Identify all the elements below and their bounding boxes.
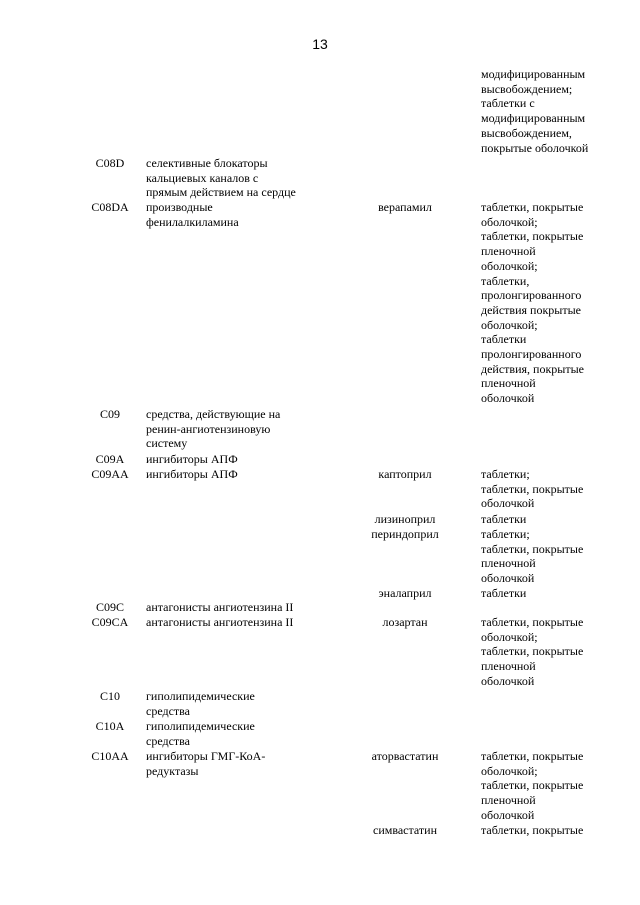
drug-name-cell: аторвастатин	[371, 749, 439, 763]
group-name-cell: антагонисты ангиотензина II	[146, 615, 294, 629]
atc-code-cell: C09CA	[91, 615, 129, 629]
atc-code-cell: C09A	[95, 452, 125, 466]
atc-code-cell: C09	[99, 407, 120, 421]
drug-name-cell: верапамил	[378, 200, 432, 214]
dosage-form-cell: таблетки	[481, 512, 527, 526]
dosage-form-cell: таблетки, покрытые оболочкой; таблетки, покрытые пленочной оболочкой; таблетки, пролонгированного действия покрытые оболочкой; таблетки пролонгированного действия, покрытые пленочной оболочкой	[481, 200, 584, 406]
atc-code-cell: C10A	[95, 719, 125, 733]
group-name-cell: гиполипидемические средства	[146, 719, 255, 748]
group-name-cell: ингибиторы АПФ	[146, 467, 238, 481]
group-name-cell: гиполипидемические средства	[146, 689, 255, 718]
atc-code-cell: C08DA	[91, 200, 129, 214]
drug-name-cell: каптоприл	[378, 467, 432, 481]
dosage-form-cell: таблетки, покрытые оболочкой; таблетки, покрытые пленочной оболочкой	[481, 615, 584, 688]
group-name-cell: производные фенилалкиламина	[146, 200, 239, 229]
dosage-form-cell: модифицированным высвобождением; таблетки с модифицированным высвобождением, покрытые оболочкой	[481, 67, 589, 155]
dosage-form-cell: таблетки, покрытые оболочкой; таблетки, покрытые пленочной оболочкой	[481, 749, 584, 822]
drug-name-cell: лизиноприл	[374, 512, 436, 526]
drug-name-cell: лозартан	[382, 615, 428, 629]
group-name-cell: селективные блокаторы кальциевых каналов с прямым действием на сердце	[146, 156, 296, 200]
group-name-cell: средства, действующие на ренин-ангиотензиновую систему	[146, 407, 281, 451]
atc-code-cell: C10AA	[91, 749, 129, 763]
atc-code-cell: C09C	[95, 600, 124, 614]
dosage-form-cell: таблетки	[481, 586, 527, 600]
atc-code-cell: C09AA	[91, 467, 129, 481]
dosage-form-cell: таблетки, покрытые	[481, 823, 584, 837]
dosage-form-cell: таблетки; таблетки, покрытые оболочкой	[481, 467, 584, 511]
atc-code-cell: C10	[99, 689, 120, 703]
atc-code-cell: C08D	[95, 156, 125, 170]
drug-name-cell: периндоприл	[371, 527, 439, 541]
page-number: 13	[312, 36, 328, 52]
drug-name-cell: симвастатин	[373, 823, 437, 837]
group-name-cell: ингибиторы АПФ	[146, 452, 238, 466]
dosage-form-cell: таблетки; таблетки, покрытые пленочной оболочкой	[481, 527, 584, 586]
drug-name-cell: эналаприл	[378, 586, 432, 600]
group-name-cell: антагонисты ангиотензина II	[146, 600, 294, 614]
group-name-cell: ингибиторы ГМГ-КоА- редуктазы	[146, 749, 266, 778]
